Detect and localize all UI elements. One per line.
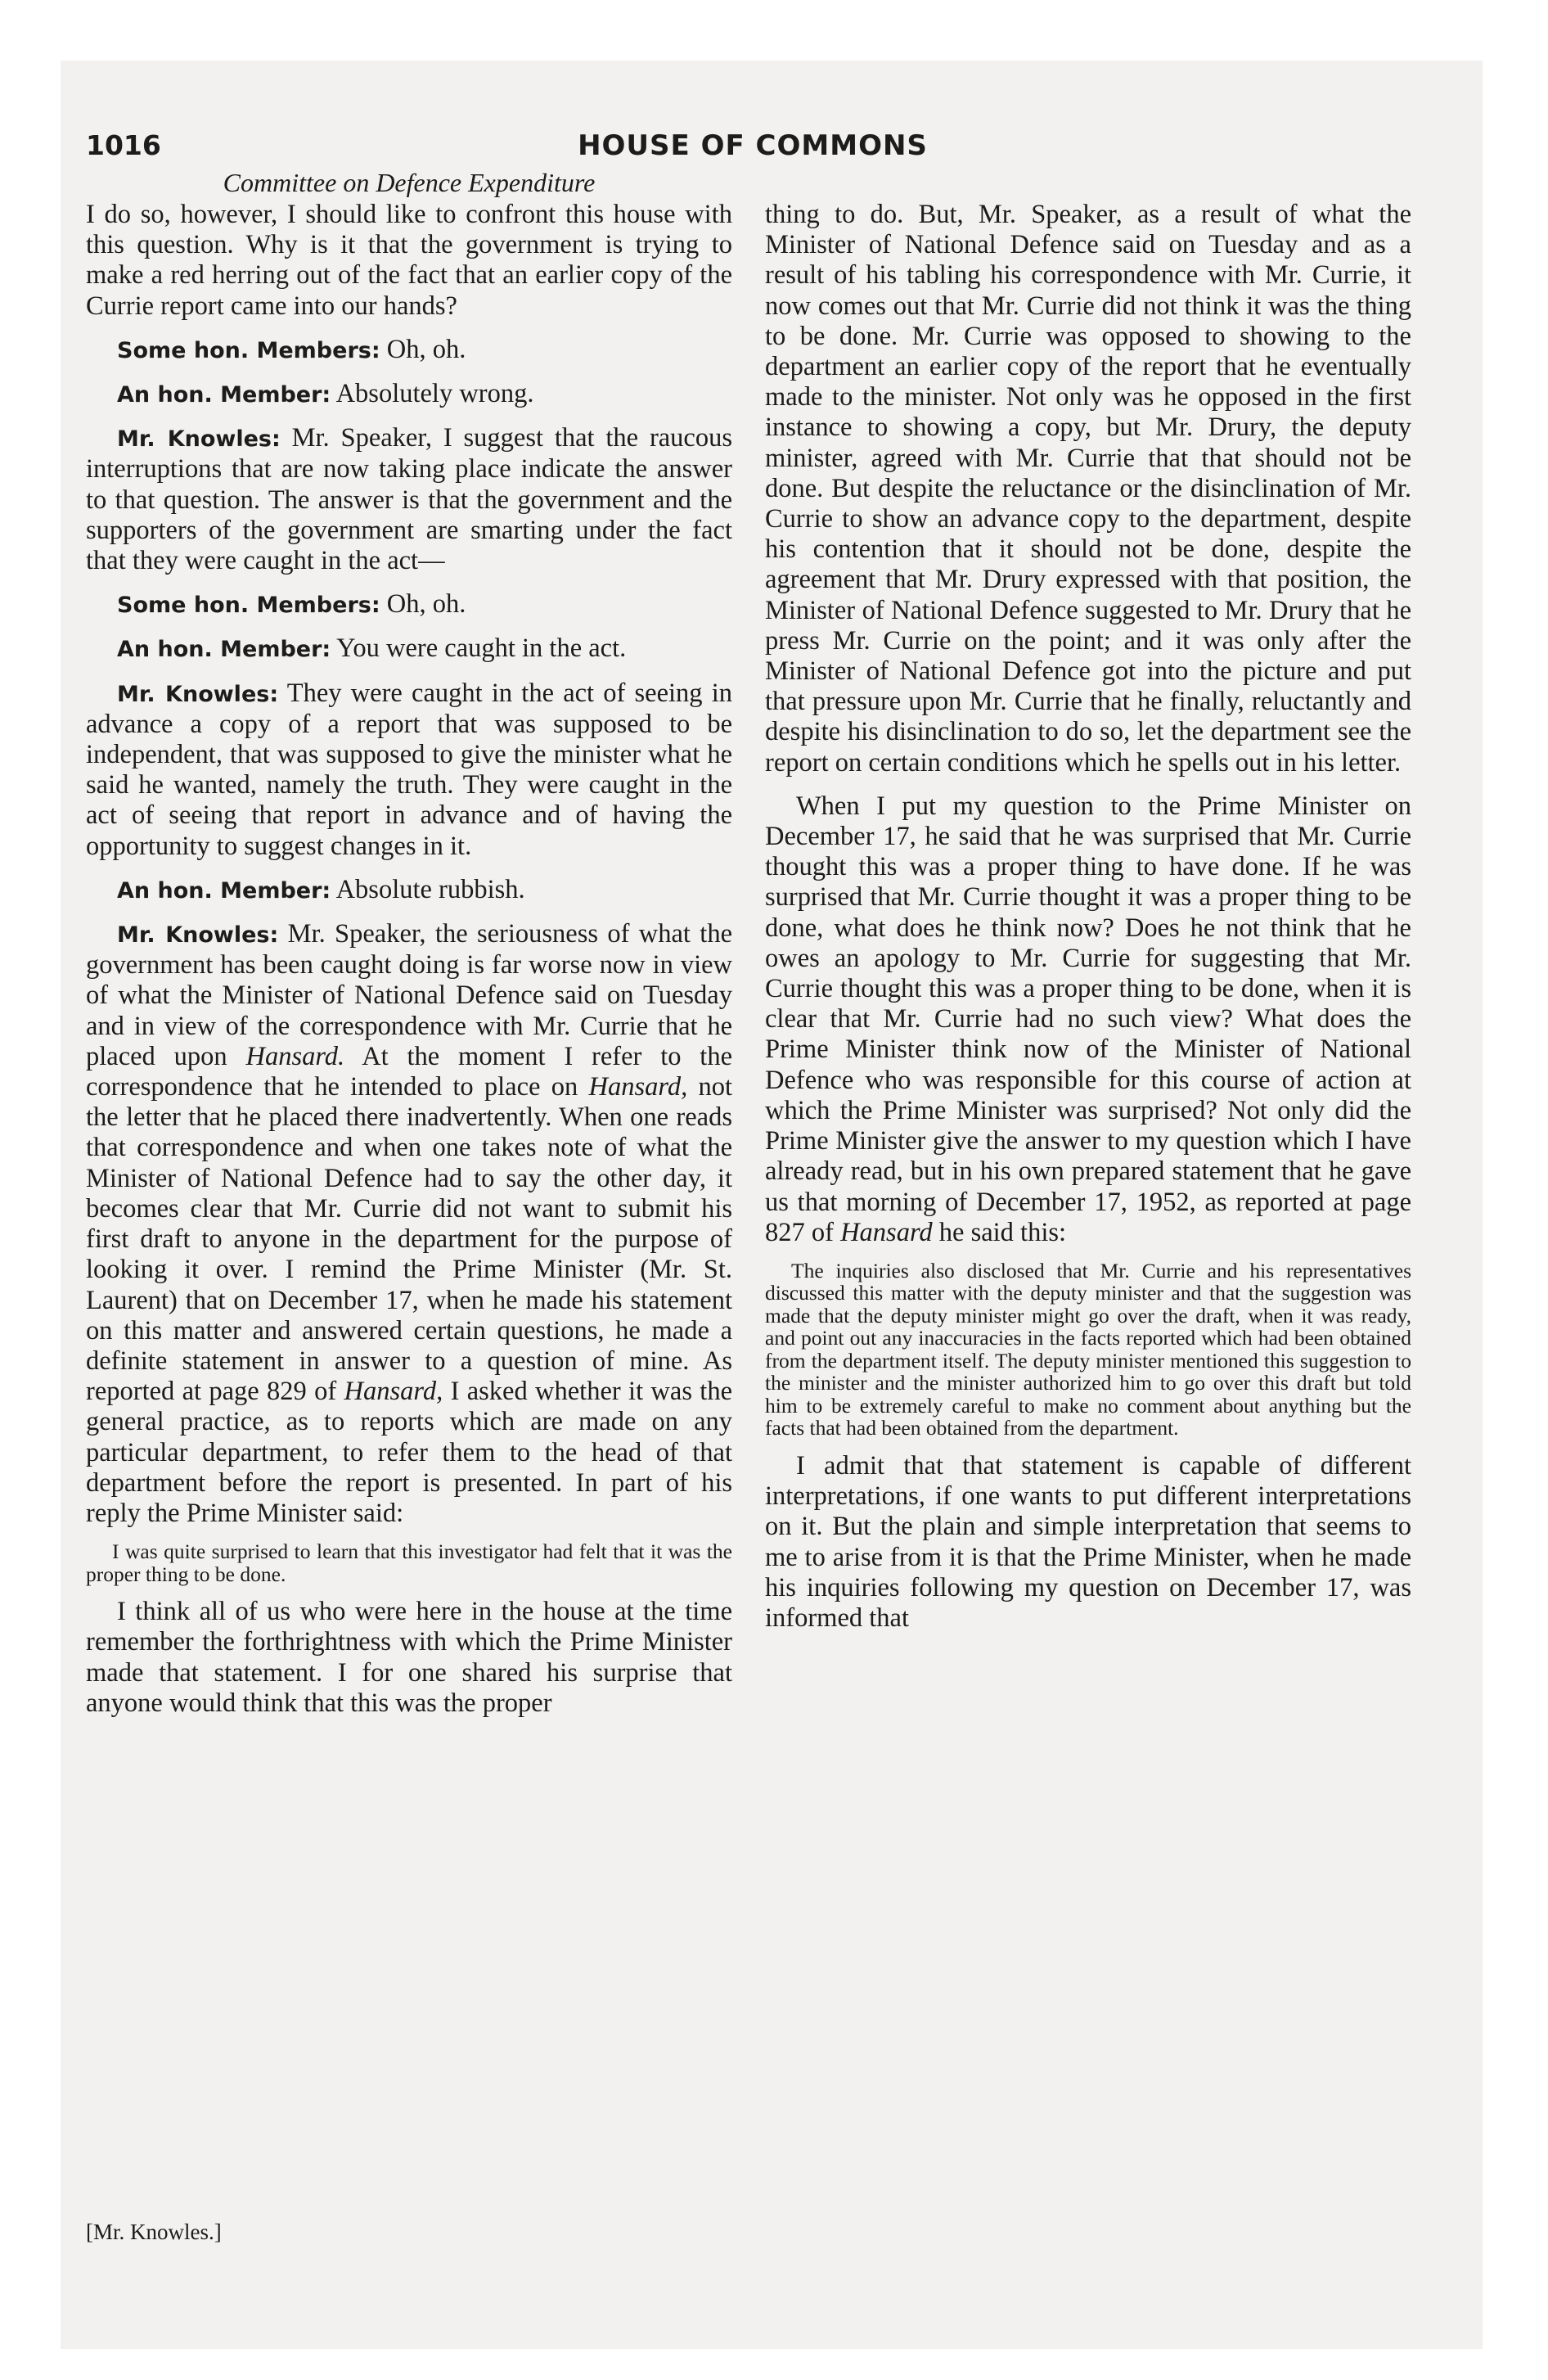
speaker-label: Some hon. Members:: [117, 593, 380, 619]
speaker-label: Mr. Knowles:: [117, 426, 281, 453]
speaker-label: An hon. Member:: [117, 637, 331, 663]
paragraph: Mr. Knowles: Mr. Speaker, I suggest that the raucous interruptions that are now taking place indicate the answer to that question. The answer is that the government and the supporters of the government are smarting under the fact that they were caught in the act—: [86, 423, 733, 576]
paragraph: I think all of us who were here in the house at the time remember the forthrightness with which the Prime Minister made that statement. I for one shared his surprise that anyone would think that this was the proper: [86, 1597, 732, 1718]
paragraph: Some hon. Members: Oh, oh.: [117, 334, 466, 364]
paragraph: When I put my question to the Prime Minister on December 17, he said that he was surprised that Mr. Currie thought this was a proper thing to have done. If he was surprised that Mr. Currie thought it was a proper thing to be done, what does he think now? Does he not think that he owes an apology to Mr. Currie for suggesting that Mr. Currie thought this was a proper thing to be done, when it is clear that Mr. Currie had no such view? What does the Prime Minister think now of the Minister of National Defence who was responsible for this course of action at which the Prime Minister was surprised? Not only did the Prime Minister give the answer to my question which I have already read, but in his own prepared statement that he gave us that morning of December 17, 1952, as reported at page 827 of Hansard he said this:: [765, 791, 1411, 1247]
block-quote: The inquiries also disclosed that Mr. Currie and his representatives discussed this matter with the deputy minister and that the suggestion was made that the deputy minister might go over the draft, when it was ready, and point out any inaccuracies in the facts reported which had been obtained from the department itself. The deputy minister mentioned this suggestion to the minister and the minister authorized him to go over this draft but told him to be extremely careful to make no comment about anything but the facts that had been obtained from the department.: [765, 1258, 1411, 1440]
paragraph: An hon. Member: You were caught in the act.: [117, 633, 627, 664]
paragraph: An hon. Member: Absolutely wrong.: [117, 379, 534, 409]
left-column: [86, 200, 732, 1719]
speaker-label: An hon. Member:: [117, 877, 331, 904]
speaker-label: An hon. Member:: [117, 382, 331, 408]
speaker-label: Mr. Knowles:: [117, 681, 279, 707]
speaker-attribution: [Mr. Knowles.]: [86, 2220, 222, 2244]
paragraph: Some hon. Members: Oh, oh.: [117, 589, 466, 620]
running-head: [86, 129, 1420, 165]
speaker-label: Mr. Knowles:: [117, 922, 279, 949]
block-quote: I was quite surprised to learn that this investigator had felt that it was the proper thing to be done.: [86, 1539, 732, 1586]
paragraph: thing to do. But, Mr. Speaker, as a result of what the Minister of National Defence said on Tuesday and as a result of his tabling his correspondence with Mr. Currie, it now comes out that Mr. Currie did not think it was the thing to be done. Mr. Currie was opposed to showing to the department an earlier copy of the report that he eventually made to the minister. Not only was he opposed in the first instance to showing a copy, but Mr. Drury, the deputy minister, agreed with Mr. Currie that that should not be done. But despite the reluctance or the disinclination of Mr. Currie to show an advance copy to the department, despite his contention that it should not be done, despite the agreement that Mr. Drury expressed with that position, the Minister of National Defence suggested to Mr. Drury that he press Mr. Currie on the point; and it was only after the Minister of National Defence got into the picture and put that pressure upon Mr. Currie that he finally, reluctantly and despite his disinclination to do so, let the department see the report on certain conditions which he spells out in his letter.: [765, 200, 1411, 778]
speaker-label: Some hon. Members:: [117, 337, 380, 363]
page-number: 1016: [86, 129, 161, 161]
paragraph: Mr. Knowles: They were caught in the act of seeing in advance a copy of a report that was supposed to be independent, that was supposed to give the minister what he said he wanted, namely the truth. They were caught in the act of seeing that report in advance and of having the opportunity to suggest changes in it.: [86, 678, 733, 861]
paragraph: Mr. Knowles: Mr. Speaker, the seriousness of what the government has been caught doing is far worse now in view of what the Minister of National Defence said on Tuesday and in view of the correspondence with Mr. Currie that he placed upon Hansard. At the moment I refer to the correspondence that he intended to place on Hansard, not the letter that he placed there inadvertently. When one reads that correspondence and when one takes note of what the Minister of National Defence had to say the other day, it becomes clear that Mr. Currie did not want to submit his first draft to anyone in the department for the purpose of looking it over. I remind the Prime Minister (Mr. St. Laurent) that on December 17, when he made his statement on this matter and answered certain questions, he made a definite statement in answer to a question of mine. As reported at page 829 of Hansard, I asked whether it was the general practice, as to reports which are made on any particular department, to refer them to the head of that department before the report is presented. In part of his reply the Prime Minister said:: [86, 919, 733, 1528]
right-column: [765, 200, 1411, 1634]
paragraph: An hon. Member: Absolute rubbish.: [117, 874, 525, 904]
paragraph: I admit that that statement is capable of different interpretations, if one wants to put different interpretations on it. But the plain and simple interpretation that seems to me to arise from it is that the Prime Minister, when he made his inquiries following my question on December 17, was informed that: [765, 1450, 1411, 1633]
paragraph: I do so, however, I should like to confront this house with this question. Why is it that the government is trying to make a red herring out of the fact that an earlier copy of the Currie report came into our hands?: [86, 200, 732, 321]
section-subject: Committee on Defence Expenditure: [223, 168, 596, 197]
page-title: HOUSE OF COMMONS: [578, 129, 928, 162]
